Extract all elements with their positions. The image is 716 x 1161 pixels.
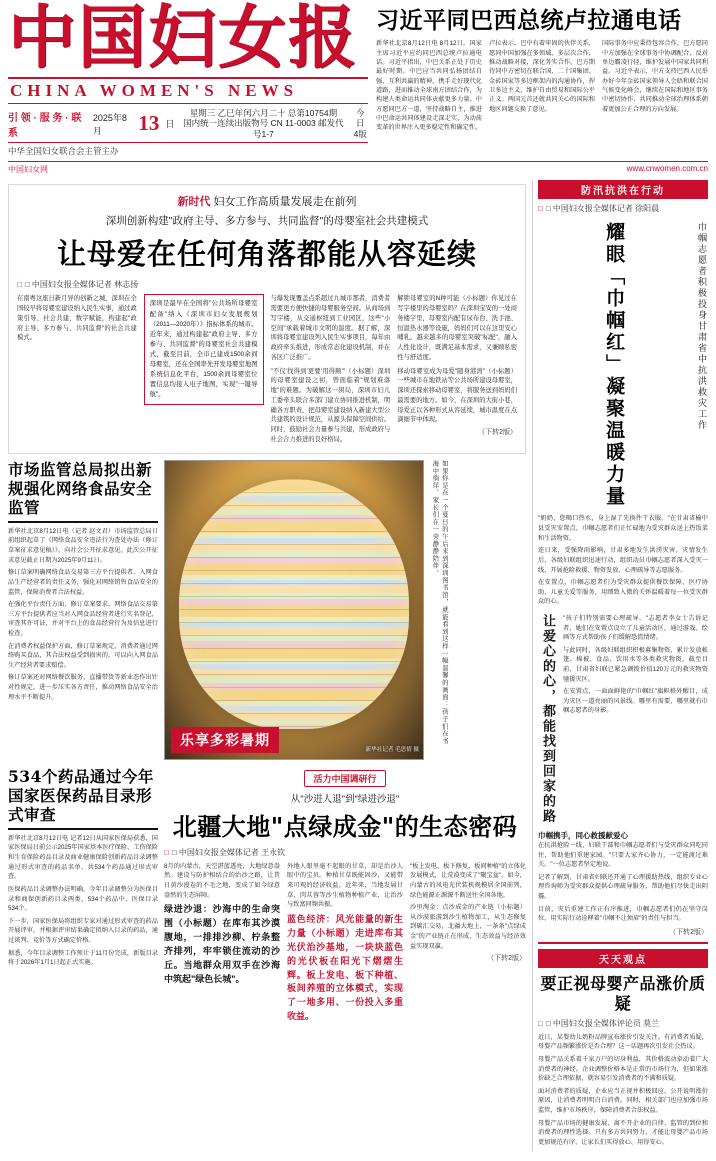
masthead-left xyxy=(8,0,368,157)
lead-body xyxy=(376,39,708,132)
feature-para-3: 解锁母婴室的N种可能（小标题）你见过在写字楼里的母婴室吗？在深圳宝安的一处商务楼宇里，母婴室内配有尿布台、洗手池、恒温热水器等设施，妈妈们可以在这里安心哺乳。越来越多的母婴室突破"标配"，融入人性化设计，既满足基本需求，又兼顾私密性与舒适度。 xyxy=(397,295,517,361)
feature-lead-col: 在南粤这座日新月异的创新之城，深圳在全国较早将母婴室建设纳入民生实事，通过政策引导、社会共建、数字赋能，构建起"政府主导、多方参与、共同监督"的社会共建模式。 xyxy=(17,295,137,342)
feature-continued: （下转2版） xyxy=(478,429,517,437)
flood-p1: "奶奶，您喝口热水，身上湿了先换件干衣服。"在甘肃省榆中县受灾安置点，巾帼志愿者们正忙碌地为受灾群众送上热饭菜和生活物资。 xyxy=(538,515,708,542)
flood-p7: 在抗洪抢险一线，妇联干部和巾帼志愿者们与受灾群众同吃同住，帮助他们重建家园。"只要大家齐心协力，一定能渡过难关。"一位志愿者坚定地说。 xyxy=(538,841,708,869)
byline-marker-icon: □ xyxy=(17,280,22,290)
masthead-slogan: 引 领 · 服 务 · 联 系 xyxy=(8,112,82,139)
vitality-banner: 活力中国调研行 xyxy=(304,770,385,787)
website-url[interactable]: www.cnwomen.com.cn xyxy=(626,164,708,174)
viewpoint-title: 要正视母婴产品涨价质疑 xyxy=(540,973,706,1013)
photo-image xyxy=(164,460,424,760)
flood-p3: 在安置点，巾帼志愿者们为受灾群众提供餐饮保障、医疗协助、儿童关爱等服务，用细致入微的关怀温暖着每一位受灾群众的心。 xyxy=(538,579,708,606)
lead-headline: 习近平同巴西总统卢拉通电话 xyxy=(376,7,682,34)
flood-headline: 耀眼「巾帼红」凝聚温暖力量 xyxy=(603,222,626,509)
flood-banner: 防汛抗洪在行动 xyxy=(538,180,708,199)
masthead-date: 2025年8月 xyxy=(92,112,127,136)
medicine-p2: 下一步，国家医保局将组织专家对通过形式审查的药品开展评审，并根据评审结果确定拟纳入目录的药品，通过谈判、竞价等方式确定价格。 xyxy=(8,917,158,944)
flood-vertical-headline-wrap xyxy=(538,218,708,514)
middle-band xyxy=(8,460,526,760)
feature-col-4 xyxy=(397,294,517,444)
regulation-p2: 在强化平台责任方面，修订草案要求，网络食品交易第三方平台提供者应当对入网食品经营者进行实名登记，审查其许可证，并对平台上的食品经营行为及信息进行检查。 xyxy=(8,601,158,637)
flood-p5: 与此同时，各级妇联组织积极募集物资，累计发放帐篷、棉被、食品、饮用水等各类救灾物资。截至目前，甘肃省妇联已紧急调拨价值120万元的救灾物资驰援灾区。 xyxy=(563,646,708,683)
byline-marker-icon-2: □ xyxy=(164,847,169,857)
medicine-title: 534个药品通过今年国家医保药品目录形式审查 xyxy=(8,766,154,825)
page-content xyxy=(8,180,708,1150)
feature-byline-text: □ 中国妇女报全媒体记者 林志扬 xyxy=(24,280,139,290)
flood-body-1 xyxy=(538,514,708,606)
regulation-p3: 在消费者权益保护方面，修订草案规定，消费者通过网络购买食品，其合法权益受到损害的，可以向入网食品生产经营者要求赔偿。 xyxy=(8,642,158,669)
feature-para-1: 与爆发现覆盖点系超过九城市那者，消费者需要更方便快捷的母婴服务空间。从商场到写字楼，从交通枢纽到工业园区，这些"小空间"承载着城市文明的温度。据了解，深圳将母婴室建设列入民生实事项目，每年由政府牵头推进，形成常态化建设机制，并在各区广泛推广。 xyxy=(270,295,391,361)
feature-body xyxy=(17,294,517,444)
ecology-title: 北疆大地"点绿成金"的生态密码 xyxy=(172,811,518,841)
photo-dome-rings xyxy=(179,479,409,729)
flood-byline-text: □ 中国妇女报全媒体记者 徐阳晨 xyxy=(545,204,660,214)
ecology-col-3 xyxy=(410,862,526,1028)
masthead-divider xyxy=(8,161,708,162)
flood-pullquote: 让爱心的心，都能找到回家的路 xyxy=(540,613,555,824)
ecology-byline-text: □ 中国妇女报全媒体记者 王永钦 xyxy=(171,847,286,857)
regulation-title: 市场监管总局拟出新规强化网络食品安全监管 xyxy=(8,459,153,518)
viewpoint-byline xyxy=(538,1018,708,1029)
rail-divider xyxy=(538,942,708,944)
bottom-band xyxy=(8,767,526,1028)
masthead-today-label: 今日 xyxy=(355,107,365,129)
medicine-byline: 新华社北京8月12日电 记者12日从国家医保局获悉，国家医保局日前公示2025年国家基本医疗保险、工伤保险和生育保险药品目录及商业健康保险创新药品目录调整通过形式审查的药品名单，共534个药品通过形式审查。 xyxy=(8,834,158,881)
flood-p8: 记者了解到，甘肃省妇联还开通了心理援助热线，组织专业心理咨询师为受灾群众提供心理疏导服务，帮助他们尽快走出阴霾。 xyxy=(538,873,708,900)
regulation-byline: 新华社北京8月12日电（记者 赵文君）市场监管总局日前组织起草了《网络食品安全违法行为查处办法（修订草案征求意见稿）》，向社会公开征求意见。此次公开征求意见截止日期为2025年9月11日。 xyxy=(8,527,158,564)
main-column xyxy=(8,180,526,1150)
feature-kicker-red: 新时代 xyxy=(177,196,211,209)
masthead-weekday: 星期三 乙巳年闰六月二十 总第10754期 xyxy=(189,107,338,118)
masthead-pages xyxy=(352,108,368,140)
feature-col-2 xyxy=(144,294,264,444)
vitality-banner-wrap xyxy=(164,769,526,787)
masthead-day-unit: 日 xyxy=(165,119,175,130)
medicine-body xyxy=(8,834,158,968)
feature-title: 让母爱在任何角落都能从容延续 xyxy=(56,237,477,272)
photo-block xyxy=(164,460,424,760)
viewpoint-p4: 母婴产品市场的健康发展，离不开企业的自律、监管的到位和消费者的理性选择。只有多方共同努力，才能让母婴产品市场更加规范有序，让家长们买得放心、用得安心。 xyxy=(538,1119,708,1146)
feature-col-1 xyxy=(17,294,137,444)
feature-byline xyxy=(17,279,517,290)
masthead-issn: 国内统一连续出版物号 CN 11-0003 邮发代号1-7 xyxy=(183,118,344,139)
flood-subhead-2: 巾帼携手，同心救援献爱心 xyxy=(538,830,628,840)
ecology-kicker: 从"沙进人退"到"绿进沙退" xyxy=(290,793,400,805)
masthead-sponsor: 中华全国妇女联合会主管主办 xyxy=(8,142,368,157)
flood-body-2 xyxy=(563,614,708,824)
feature-subkicker: 深圳创新构建"政府主导、多方参与、共同监督"的母婴室社会共建模式 xyxy=(105,215,429,228)
flood-continued: （下转2版） xyxy=(669,928,708,936)
feature-para-2: "不仅'找得到'更要'用得顺'"（小标题）深圳的母婴室建设之初，曾面临着"规划难落地"的难题。为破解这一困局，深圳市妇儿工委牵头联合多部门建立协同推进机制，明确各方职责，把母婴室建设纳入新建大型公共建筑的设计规范，从源头保障空间供给。同时，鼓励社会力量参与共建，形成政府与社会合力推进的良好格局。 xyxy=(270,367,391,443)
viewpoint-body xyxy=(538,1033,708,1148)
medicine-rule xyxy=(8,828,158,830)
website-bar xyxy=(8,164,708,175)
photo-side-note xyxy=(430,460,526,760)
masthead-issue xyxy=(180,108,346,140)
lead-story xyxy=(376,6,708,132)
regulation-p1: 修订草案明确网络食品交易第三方平台提供者、入网食品生产经营者的责任义务，强化对网络销售食品安全的监管，保障消费者合法权益。 xyxy=(8,569,158,596)
lead-col-1: 新华社北京8月12日电 8月12日，国家主席习近平应约同巴西总统卢拉通电话。习近平指出，中巴关系正处于历史最好时期。中巴应当共同弘扬团结自强、互利共赢的精神，携手走好现代化道路，进而推动全球南方团结合作，为构建人类命运共同体贡献更多力量。中方愿同巴方一道，坚持战略自主，推进中巴命运共同体建设走深走实，为动荡变革的世界注入更多稳定性和确定性。 xyxy=(376,40,482,132)
regulation-article xyxy=(8,460,158,760)
flood-quote-wrap xyxy=(538,610,708,830)
ecology-col-1 xyxy=(164,862,280,1028)
masthead xyxy=(8,0,708,157)
newspaper-logo-cn: 中国妇女报 xyxy=(8,0,359,78)
flood-byline xyxy=(538,203,708,214)
feature-col-3 xyxy=(271,294,391,444)
lead-col-2: 卢拉表示，巴中有着牢固的伙伴关系，愿同中国加强在多领域、多层次合作，推动战略对接，深化务实合作。巴方期待同中方密切在联合国、二十国集团、金砖国家等多边框架内的沟通协作，捍卫多边主义，维护自由贸易和国际公平正义。两国元首还就共同关心的国际和地区问题交换了意见。 xyxy=(489,40,595,113)
ecology-continued: （下转2版） xyxy=(487,955,526,963)
right-rail xyxy=(532,180,708,1150)
flood-p9: 目前，灾后重建工作正有序推进，巾帼志愿者们仍在坚守岗位，用实际行动诠释着"巾帼不让须眉"的责任与担当。 xyxy=(538,905,708,923)
masthead-day: 13 xyxy=(138,111,160,136)
viewpoint-p3: 面对消费者的质疑，企业应当正视并积极回应，公开说明涨价原因，让消费者明明白白消费。同时，相关部门也应加强市场监管，维护市场秩序，保障消费者合法权益。 xyxy=(538,1087,708,1115)
lead-col-3: 国际事务中应秉持包容合作，巴方愿同中方加强在全球事务中协调配合，反对单边霸凌行径，维护发展中国家共同利益。习近平表示，中方支持巴西人民举办好今年金砖国家领导人会晤和联合国气候变化峰会，继续在国际和地区事务中密切协作，共同推动全球治理体系朝着更加公正合理的方向发展。 xyxy=(602,40,708,113)
viewpoint-banner: 天天观点 xyxy=(538,949,708,968)
flood-subheadline: 巾帼志愿者积极投身甘肃省中抗洪救灾工作 xyxy=(697,222,707,432)
flood-p6: 在安置点，一面面鲜艳的"巾帼红"旗帜格外醒目，成为灾区一道亮丽的风景线。哪里有需要，哪里就有巾帼志愿者的身影。 xyxy=(563,688,708,715)
byline-marker-icon-3: □ xyxy=(538,204,543,214)
flood-p2: 连日来，受强降雨影响，甘肃多地发生洪涝灾害。灾情发生后，各级妇联组织迅速行动，组织动员巾帼志愿者深入受灾一线，开展抢险救援、物资发放、心理疏导等志愿服务。 xyxy=(538,547,708,574)
feature-kicker xyxy=(17,193,517,209)
flood-p4: "孩子们特别需要心理疏导。"志愿者李女士告诉记者，她们在安置点设立了儿童活动区，通过游戏、绘画等方式帮助孩子们缓解恐慌情绪。 xyxy=(563,614,708,642)
flood-body-3 xyxy=(538,841,708,924)
ecology-subhead-1: 绿进沙退：沙海中的生命突围（小标题）在库布其沙漠腹地，一排排沙柳、柠条整齐排列，牢牢锁住流动的沙丘。当地群众用双手在沙海中筑起"绿色长城"。 xyxy=(164,904,280,984)
ecology-col-2 xyxy=(287,862,403,1028)
viewpoint-p1: 近日，某婴幼儿奶粉品牌宣布涨价引发关注。有消费者质疑，母婴产品频繁涨价是否合理？这一话题再次引发社会热议。 xyxy=(538,1033,708,1051)
ecology-p4: 沙里淘金：点沙成金的产业链（小标题）从沙漠旅游到沙生植物加工，从生态修复到碳汇交易，北疆大地上，一条条"点绿成金"的产业链正在形成，生态效益与经济效益实现双赢。 xyxy=(410,904,526,950)
feature-kicker-rest: 妇女工作高质量发展走在前列 xyxy=(213,196,357,209)
medicine-article xyxy=(8,767,158,1028)
viewpoint-p2: 母婴产品关系着千家万户的切身利益，其价格波动牵动着广大消费者的神经。企业调整价格本是正常的市场行为，但如果涨价缺乏合理依据，就容易引发消费者的不满和质疑。 xyxy=(538,1056,708,1083)
regulation-p4: 修订草案还对网络餐饮服务、直播带货等新业态作出针对性规定，进一步压实各方责任，推动网络食品安全治理水平不断提升。 xyxy=(8,674,158,701)
photo-caption: 乐享多彩暑期 xyxy=(171,727,279,753)
feature-para-4: 移动母婴室成为母爱"随身港湾"（小标题）一些城市在地铁站等公共场所建设母婴室，深圳还探索移动母婴室，将服务送到妈妈们最需要的地方。如今，在深圳的大街小巷，母爱正以各种形式从容延续，城市温度在点滴细节中体现。 xyxy=(397,367,517,424)
newspaper-logo-en: CHINA WOMEN'S NEWS xyxy=(8,77,368,104)
ecology-p3: "板上发电、板下修复、板间种植"的立体化发展模式，让荒漠变成了"聚宝盆"。如今，内蒙古的风电光伏装机规模居全国前列，绿色能源正源源不断送往全国各地。 xyxy=(410,862,526,899)
feature-boxed-lead: 深圳是最早在全国将"公共场所母婴室配备"纳入《深圳市妇女发展规划（2011—2020年）》指标体系的城市。近年来，通过构建起"政府主导、多方参与、共同监督"的母婴室社会共建模式，截至目前，全市已建成1500余间母婴室，还在全国率先开发母婴室地图系统信息化平台，1500余间母婴室位置信息均接入电子地图，实现"一键导航"。 xyxy=(144,294,264,405)
ecology-byline xyxy=(164,847,526,858)
ecology-article xyxy=(164,767,526,1028)
medicine-p1: 医保药品目录调整办法明确，今年目录调整分为医保目录和商保创新药目录两类，534个药品中，医保目录534个。 xyxy=(8,885,158,913)
ecology-body xyxy=(164,862,526,1028)
medicine-p3: 据悉，今年目录调整工作预计于11月份完成，新版目录将于2026年1月1日起正式实施。 xyxy=(8,949,158,967)
masthead-page-count: 4版 xyxy=(353,128,367,139)
website-label: 中国妇女网 xyxy=(8,165,48,175)
ecology-p1: 8月的内蒙古，天空湛蓝透亮，大地绿意盎然。建设与防护相结合的治沙之路，让昔日黄沙漫卷的不毛之地，变成了如今绿意盎然的生态屏障。 xyxy=(164,862,280,899)
photo-credit: 新华社记者 毛思倩 摄 xyxy=(365,746,419,753)
ecology-subhead-2: 蓝色经济：风光能量的新生力量（小标题）走进库布其光伏治沙基地，一块块蓝色的光伏板在阳光下熠熠生辉。板上发电、板下种植、板间养殖的立体模式，实现了一地多用、一份投入多重收益。 xyxy=(287,913,403,1022)
byline-marker-icon-4: □ xyxy=(538,1018,543,1028)
feature-article xyxy=(8,184,526,453)
photo-vertical-note: 如果你是在一个夏日的午后来到深圳图书馆，就能看到这样一幅温馨的画面：孩子们在书海中徜徉，家长们在一旁静静陪伴。 xyxy=(431,459,448,745)
regulation-rule xyxy=(8,521,158,523)
viewpoint-byline-text: □ 中国妇女报全媒体评论员 莫兰 xyxy=(545,1018,660,1028)
ecology-p2: 外地人眼里毫不起眼的甘草，却是治沙人眼中的宝贝。种植甘草既能固沙，又能带来可观的经济收益。近年来，当地发展甘草、肉苁蓉等沙生植物种植产业，让治沙与致富同频共振。 xyxy=(287,862,403,909)
regulation-body xyxy=(8,527,158,702)
masthead-info xyxy=(8,108,368,140)
